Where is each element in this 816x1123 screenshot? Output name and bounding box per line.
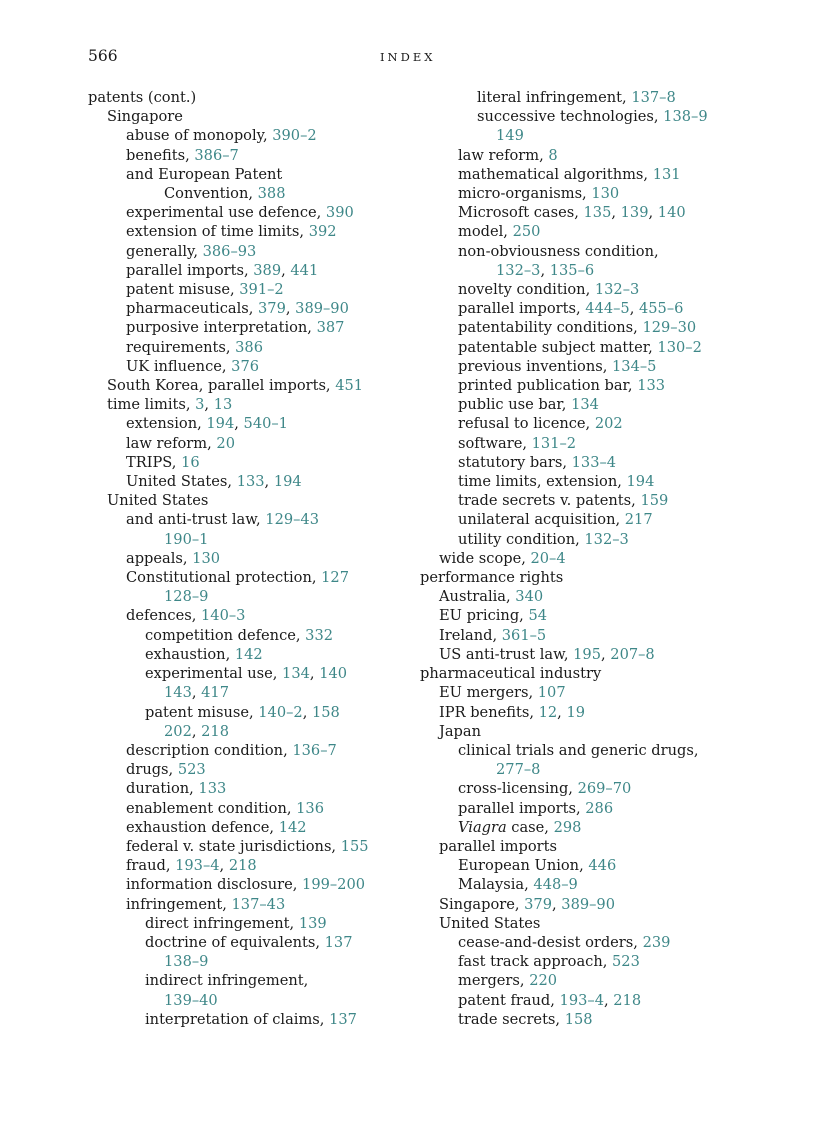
page-reference: 133–4 [571, 453, 617, 471]
index-entry [88, 549, 428, 568]
entry-term: EU pricing, [439, 607, 529, 625]
page-reference: 392 [308, 223, 337, 241]
index-entry [88, 434, 428, 453]
entry-term: fraud, [126, 857, 176, 875]
page-reference: 130–2 [657, 338, 702, 356]
page-reference: 195 [573, 645, 601, 663]
entry-term: novelty condition, [458, 281, 595, 299]
index-entry [420, 453, 730, 472]
page-reference: 446 [588, 857, 617, 875]
index-entry [88, 491, 428, 510]
index-entry [88, 1010, 428, 1029]
entry-term: patent misuse, [145, 703, 259, 721]
page-reference: 137 [324, 933, 353, 951]
entry-term: doctrine of equivalents, [145, 933, 325, 951]
entry-term: Viagra [458, 818, 507, 836]
index-entry [420, 799, 730, 818]
entry-term: law reform, [126, 434, 217, 452]
page-reference: 132–3 [594, 281, 640, 299]
entry-term: competition defence, [145, 626, 306, 644]
page-reference: 193–4 [175, 857, 220, 875]
entry-term: patent misuse, [126, 281, 240, 299]
index-entry: Microsoft cases, 135, 139, 140 [458, 204, 686, 222]
index-column-right [420, 88, 730, 1029]
entry-term: Malaysia, [458, 876, 534, 894]
index-entry [420, 107, 730, 126]
entry-term: pharmaceuticals, [126, 300, 259, 318]
index-entry [88, 338, 428, 357]
index-entry [420, 146, 730, 165]
entry-term: parallel imports, [458, 799, 586, 817]
entry-term: mergers, [458, 972, 530, 990]
page-reference: 142 [278, 818, 307, 836]
entry-term: federal v. state jurisdictions, [126, 837, 341, 855]
index-entry [88, 952, 428, 971]
entry-term: duration, [126, 780, 199, 798]
page-reference: 139 [298, 914, 327, 932]
index-entry [88, 645, 428, 664]
page-reference: 379 [258, 300, 286, 318]
index-entry: fraud, 193–4, 218 [126, 857, 257, 875]
index-entry [88, 242, 428, 261]
index-entry: parallel imports, 389, 441 [126, 261, 319, 279]
index-entry [420, 491, 730, 510]
index-entry [420, 664, 730, 683]
entry-term: mathematical algorithms, [458, 165, 653, 183]
entry-term: patentable subject matter, [458, 338, 658, 356]
entry-term: generally, [126, 242, 203, 260]
page-reference: 134 [282, 665, 310, 683]
entry-term: Singapore [107, 108, 183, 126]
index-entry [88, 991, 428, 1010]
page-reference: 269–70 [577, 780, 632, 798]
entry-term: benefits, [126, 146, 195, 164]
page-reference: 390–2 [272, 127, 317, 145]
entry-term: law reform, [458, 146, 549, 164]
page-reference: 218 [201, 722, 229, 740]
page-reference: 332 [305, 626, 334, 644]
entry-term: pharmaceutical industry [420, 665, 602, 683]
page-reference: 137–8 [631, 89, 676, 106]
page-reference: 140 [657, 204, 686, 222]
entry-term: Japan [439, 722, 481, 740]
index-entry [420, 338, 730, 357]
entry-term: appeals, [126, 549, 193, 567]
page-reference: 250 [512, 223, 541, 241]
index-entry: US anti-trust law, 195, 207–8 [439, 645, 655, 663]
entry-term: defences, [126, 607, 201, 625]
page-reference: 138–9 [663, 108, 708, 126]
index-entry: time limits, 3, 13 [107, 396, 233, 414]
page-reference: 133 [198, 780, 227, 798]
entry-term: description condition, [126, 741, 293, 759]
page-reference: 455–6 [638, 300, 684, 318]
entry-term: performance rights [420, 569, 564, 587]
page-reference: 286 [585, 799, 614, 817]
index-entry [420, 837, 730, 856]
page-reference: 390 [325, 204, 354, 222]
index-entry [420, 472, 730, 491]
page-reference: 16 [181, 453, 200, 471]
page-reference: 128–9 [164, 588, 209, 606]
index-entry [88, 222, 428, 241]
page-reference: 131 [652, 165, 681, 183]
page-reference: 218 [613, 991, 642, 1009]
page-reference: 199–200 [302, 876, 366, 894]
page-reference: 217 [624, 511, 653, 529]
index-entry [420, 434, 730, 453]
entry-term: exhaustion, [145, 645, 235, 663]
page-reference: 451 [335, 377, 364, 395]
entry-term: micro-organisms, [458, 185, 592, 203]
index-entry [88, 510, 428, 529]
page-number: 566 [88, 47, 118, 65]
index-entry [420, 357, 730, 376]
index-entry: parallel imports, 444–5, 455–6 [458, 300, 684, 318]
page-reference: 135–6 [549, 261, 595, 279]
index-entry [420, 318, 730, 337]
page-reference: 389–90 [295, 300, 349, 318]
entry-term: clinical trials and generic drugs, [458, 741, 699, 759]
index-entry [420, 395, 730, 414]
page-reference: 389 [253, 261, 282, 279]
index-entry: extension, 194, 540–1 [126, 415, 288, 433]
index-entry [88, 318, 428, 337]
page-reference: 202 [594, 415, 623, 433]
page-reference: 107 [537, 684, 566, 702]
index-entry [88, 184, 428, 203]
entry-term: experimental use, [145, 665, 283, 683]
page-reference: 131–2 [531, 434, 577, 452]
index-entry [420, 165, 730, 184]
index-entry [420, 741, 730, 760]
entry-term: trade secrets, [458, 1010, 565, 1028]
page-reference: 448–9 [533, 876, 578, 894]
index-entry [88, 88, 428, 107]
index-entry: 143, 417 [164, 684, 229, 702]
index-entry [88, 203, 428, 222]
page-reference: 158 [564, 1010, 593, 1028]
index-entry [420, 376, 730, 395]
entry-term: public use bar, [458, 396, 572, 414]
entry-term: time limits, extension, [458, 473, 627, 491]
entry-term: refusal to licence, [458, 415, 595, 433]
index-entry [88, 875, 428, 894]
page-reference: 137 [329, 1010, 357, 1028]
page-reference: 193–4 [559, 991, 604, 1009]
page-reference: 132–3 [496, 261, 541, 279]
entry-term: requirements, [126, 338, 236, 356]
page-reference: 389–90 [561, 895, 616, 913]
entry-term: printed publication bar, [458, 377, 638, 395]
page-reference: 140–2 [258, 703, 303, 721]
index-entry [88, 779, 428, 798]
page-reference: 13 [213, 396, 233, 414]
entry-term: previous inventions, [458, 357, 613, 375]
entry-term: parallel imports, [458, 300, 586, 318]
entry-term: EU mergers, [439, 684, 538, 702]
entry-term: statutory bars, [458, 453, 572, 471]
index-entry [88, 357, 428, 376]
entry-term: unilateral acquisition, [458, 511, 625, 529]
entry-term: Constitutional protection, [126, 569, 322, 587]
entry-term: United States [107, 492, 209, 510]
index-entry [420, 549, 730, 568]
index-entry [420, 222, 730, 241]
entry-term: infringement, [126, 895, 232, 913]
page-reference: 135 [583, 204, 612, 222]
page-reference: 220 [529, 972, 558, 990]
page-reference: 190–1 [164, 530, 209, 548]
index-entry [420, 568, 730, 587]
entry-term: parallel imports [439, 837, 557, 855]
index-entry [420, 952, 730, 971]
page-reference: 138–9 [164, 953, 209, 971]
entry-term: interpretation of claims, [145, 1010, 330, 1028]
page-reference: 3 [195, 396, 205, 414]
entry-term: indirect infringement, [145, 972, 309, 990]
entry-term: Ireland, [439, 626, 502, 644]
index-entry [88, 895, 428, 914]
index-entry [88, 606, 428, 625]
page-reference: 158 [311, 703, 340, 721]
index-entry [88, 568, 428, 587]
index-entry [88, 818, 428, 837]
index-entry [88, 280, 428, 299]
index-entry [420, 510, 730, 529]
entry-term: wide scope, [439, 549, 531, 567]
page-reference: 130 [192, 549, 221, 567]
page-reference: 137–43 [231, 895, 286, 913]
entry-term: United States, [126, 473, 237, 491]
page-reference: 387 [316, 319, 345, 337]
page-reference: 129–43 [265, 511, 320, 529]
index-entry [88, 626, 428, 645]
page-reference: 386–93 [202, 242, 257, 260]
index-entry [420, 88, 730, 107]
page-reference: 20–4 [530, 549, 566, 567]
page-reference: 523 [177, 761, 206, 779]
page-reference: 129–30 [642, 319, 697, 337]
page-reference: 140–3 [201, 607, 246, 625]
index-entry [420, 626, 730, 645]
page-reference: 127 [321, 569, 349, 587]
entry-term: TRIPS, [126, 453, 182, 471]
entry-term: European Union, [458, 857, 589, 875]
index-entry: patent fraud, 193–4, 218 [458, 991, 642, 1009]
entry-term: South Korea, parallel imports, [107, 377, 336, 395]
page-reference: 298 [553, 818, 582, 836]
entry-term: utility condition, [458, 530, 585, 548]
entry-term: enablement condition, [126, 799, 297, 817]
entry-term: and European Patent [126, 165, 283, 183]
index-entry [88, 971, 428, 990]
page-reference: 194 [273, 473, 302, 491]
entry-term: experimental use defence, [126, 204, 326, 222]
page-reference: 388 [257, 185, 286, 203]
page-reference: 133 [236, 473, 265, 491]
page-reference: 143 [164, 684, 192, 702]
page-reference: 19 [566, 703, 586, 721]
page-reference: 159 [640, 492, 669, 510]
page-reference: 20 [216, 434, 235, 452]
running-head: INDEX [380, 50, 436, 64]
entry-term: information disclosure, [126, 876, 303, 894]
index-entry [420, 126, 730, 145]
entry-term: Singapore, [439, 895, 525, 913]
index-entry [420, 587, 730, 606]
index-entry [420, 971, 730, 990]
index-entry [420, 760, 730, 779]
page-reference: 218 [228, 857, 257, 875]
entry-term: time limits, [107, 396, 196, 414]
entry-term: parallel imports, [126, 261, 254, 279]
page-reference: 207–8 [610, 645, 655, 663]
entry-term: extension of time limits, [126, 223, 309, 241]
entry-term: Microsoft cases, [458, 204, 584, 222]
index-entry [88, 453, 428, 472]
entry-term: United States [439, 914, 541, 932]
index-entry: 202, 218 [164, 722, 229, 740]
index-entry [420, 280, 730, 299]
page-reference: 194 [626, 473, 655, 491]
index-entry [420, 683, 730, 702]
index-entry [420, 875, 730, 894]
page-reference: 139–40 [164, 991, 218, 1009]
index-entry [88, 126, 428, 145]
entry-term: IPR benefits, [439, 703, 539, 721]
index-entry: experimental use, 134, 140 [145, 665, 348, 683]
index-entry [88, 760, 428, 779]
index-entry [88, 165, 428, 184]
index-entry [420, 779, 730, 798]
entry-term: cross-licensing, [458, 780, 578, 798]
page-reference: 441 [290, 261, 319, 279]
entry-term: abuse of monopoly, [126, 127, 273, 145]
entry-term: Convention, [164, 185, 258, 203]
page-reference: 444–5 [585, 300, 630, 318]
index-entry [420, 530, 730, 549]
entry-term: drugs, [126, 761, 178, 779]
index-entry [420, 1010, 730, 1029]
index-entry [88, 837, 428, 856]
index-entry [88, 146, 428, 165]
page-reference: 386 [235, 338, 263, 356]
page-reference: 417 [201, 684, 229, 702]
index-entry [88, 587, 428, 606]
page-reference: 134 [571, 396, 599, 414]
index-entry [420, 242, 730, 261]
page-reference: 376 [231, 357, 260, 375]
page-reference: 155 [340, 837, 369, 855]
entry-term: successive technologies, [477, 108, 664, 126]
index-entry [420, 856, 730, 875]
page-reference: 540–1 [243, 415, 288, 433]
page-reference: 379 [524, 895, 552, 913]
entry-term: Australia, [439, 588, 516, 606]
index-entry [420, 184, 730, 203]
index-column-left [88, 88, 428, 1029]
entry-term: software, [458, 434, 532, 452]
index-entry [88, 914, 428, 933]
index-entry [420, 914, 730, 933]
entry-term: direct infringement, [145, 914, 299, 932]
entry-term: patent fraud, [458, 991, 560, 1009]
index-entry [88, 933, 428, 952]
index-entry [420, 414, 730, 433]
page-reference: 523 [612, 953, 640, 971]
page-reference: 130 [591, 185, 620, 203]
index-entry [88, 376, 428, 395]
page-reference: 140 [319, 665, 348, 683]
index-entry [88, 530, 428, 549]
page-reference: 386–7 [194, 146, 239, 164]
page-reference: 12 [538, 703, 558, 721]
entry-term: fast track approach, [458, 953, 612, 971]
page-reference: 361–5 [501, 626, 547, 644]
index-entry [88, 799, 428, 818]
index-entry: pharmaceuticals, 379, 389–90 [126, 300, 349, 318]
index-entry [420, 933, 730, 952]
entry-term: and anti-trust law, [126, 511, 266, 529]
entry-term: US anti-trust law, [439, 645, 574, 663]
entry-term: cease-and-desist orders, [458, 933, 643, 951]
page-reference: 340 [515, 588, 544, 606]
page-reference: 194 [206, 415, 235, 433]
index-entry: IPR benefits, 12, 19 [439, 703, 586, 721]
entry-term: UK influence, [126, 357, 232, 375]
page-reference: 149 [496, 127, 524, 145]
entry-term: trade secrets v. patents, [458, 492, 641, 510]
index-entry: Singapore, 379, 389–90 [439, 895, 616, 913]
page-reference: 132–3 [584, 530, 629, 548]
page-reference: 277–8 [496, 761, 541, 779]
entry-term: literal infringement, [477, 89, 632, 106]
entry-term: non-obviousness condition, [458, 242, 659, 260]
page-reference: 136 [296, 799, 324, 817]
entry-term: patents (cont.) [88, 89, 197, 106]
page-reference: 139 [620, 204, 649, 222]
page-reference: 142 [234, 645, 263, 663]
index-entry: 132–3, 135–6 [496, 261, 595, 279]
index-entry [420, 722, 730, 741]
index-entry [88, 741, 428, 760]
index-entry: United States, 133, 194 [126, 473, 302, 491]
page-reference: 133 [637, 377, 666, 395]
entry-term: purposive interpretation, [126, 319, 317, 337]
entry-term: exhaustion defence, [126, 818, 279, 836]
index-entry [88, 107, 428, 126]
page-reference: 134–5 [612, 357, 657, 375]
page-reference: 391–2 [239, 281, 284, 299]
page-reference: 239 [642, 933, 671, 951]
page-reference: 202 [164, 722, 192, 740]
index-entry [420, 818, 730, 837]
entry-term: extension, [126, 415, 207, 433]
entry-term: model, [458, 223, 513, 241]
entry-term-suffix: case, [506, 818, 554, 836]
index-entry [420, 606, 730, 625]
page-reference: 136–7 [292, 741, 337, 759]
index-entry: patent misuse, 140–2, 158 [145, 703, 340, 721]
page-reference: 54 [528, 607, 548, 625]
page-reference: 8 [548, 146, 558, 164]
entry-term: patentability conditions, [458, 319, 643, 337]
